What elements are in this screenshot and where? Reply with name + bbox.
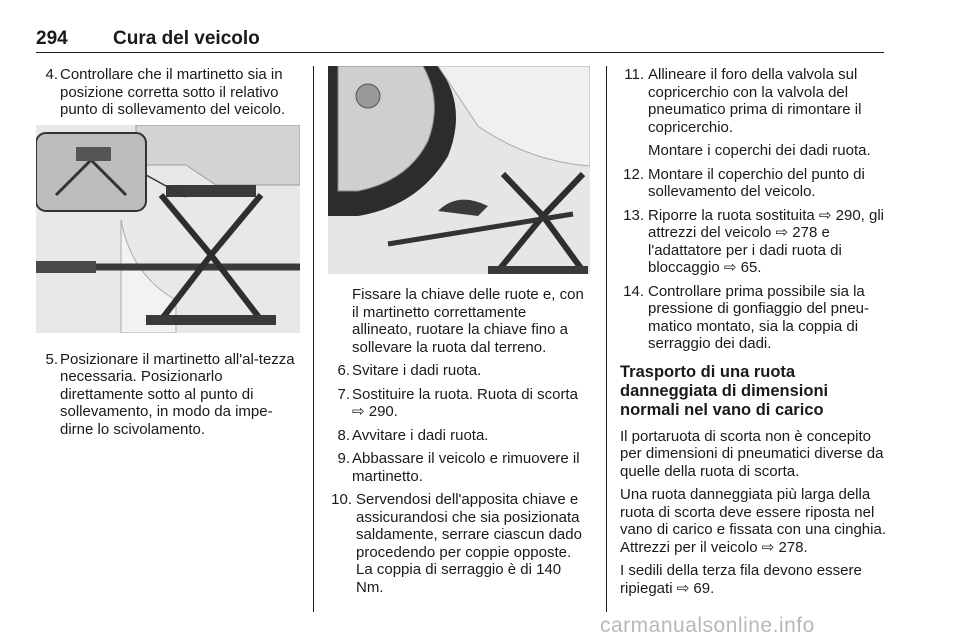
- wheel-lifting-drawing: [328, 66, 590, 274]
- page-header: [36, 28, 884, 53]
- step-9: [328, 450, 590, 485]
- step-10: [328, 491, 590, 596]
- column-right: [620, 66, 886, 603]
- step-text: Svitare i dadi ruota.: [352, 362, 482, 379]
- step-11-note: Montare i coperchi dei dadi ruota.: [648, 142, 871, 159]
- step-text: Controllare prima possibile sia la pressione di gonfiaggio del pneu-matico montato, sia la coppia di serraggio dei dadi.: [648, 282, 869, 352]
- column-middle: [328, 66, 590, 602]
- step-number: 13.: [623, 206, 644, 224]
- step-text: Avvitare i dadi ruota.: [352, 426, 489, 444]
- step-text: Abbassare il veicolo e rimuovere il martinetto.: [352, 450, 580, 485]
- step-4: [36, 66, 300, 119]
- step-12: [620, 166, 886, 201]
- jack-position-drawing: [36, 125, 300, 333]
- wheel-lifting-illustration: [328, 66, 590, 274]
- step-8: [328, 427, 590, 445]
- paragraph-spare-carrier: Il portaruota di scorta non è concepito per dimensioni di pneumatici diverse da quelle della ruota di scorta.: [620, 427, 884, 480]
- step-number: 9.: [337, 450, 350, 467]
- column-divider-2: [606, 66, 607, 612]
- watermark: carmanualsonline.info: [600, 614, 815, 637]
- step-6: [328, 362, 590, 380]
- step-13: [620, 207, 886, 277]
- step-number: 10.: [331, 491, 352, 508]
- step-number: 12.: [623, 165, 644, 183]
- column-divider-1: [313, 66, 314, 612]
- step-number: 8.: [337, 426, 350, 444]
- step-text: Servendosi dell'apposita chiave e assicurandosi che sia posizionata saldamente, serrare ciascun dado procedendo per coppie opposte. La coppia di serraggio è di 140 Nm.: [356, 491, 582, 596]
- step-number: 7.: [337, 385, 350, 403]
- subsection-heading: Trasporto di una ruota danneggiata di dimensioni normali nel vano di carico: [620, 362, 829, 419]
- step-number: 11.: [624, 66, 644, 83]
- step-11: [620, 66, 886, 136]
- page-number: 294: [36, 28, 68, 49]
- step-text: Posizionare il martinetto all'al-tezza necessaria. Posizionarlo direttamente sotto al punto di sollevamento, in modo da impe-dirne lo scivolamento.: [60, 350, 295, 438]
- column-left: [36, 66, 300, 444]
- step-text: Montare il coperchio del punto di sollevamento del veicolo.: [648, 165, 865, 200]
- step-7: [328, 386, 590, 421]
- lift-instruction: Fissare la chiave delle ruote e, con il martinetto correttamente allineato, ruotare la chiave fino a sollevare la ruota dal terreno.: [352, 286, 584, 356]
- section-title: Cura del veicolo: [113, 28, 260, 49]
- step-text: Controllare che il martinetto sia in posizione corretta sotto il relativo punto di sollevamento del veicolo.: [60, 66, 286, 118]
- step-number: 5.: [45, 350, 58, 368]
- step-text: Sostituire la ruota. Ruota di scorta ⇨ 290.: [352, 385, 578, 420]
- step-5: [36, 351, 300, 439]
- step-text: Allineare il foro della valvola sul copricerchio con la valvola del pneumatico prima di rimontare il copricerchio.: [648, 66, 862, 136]
- paragraph-damaged-wheel: Una ruota danneggiata più larga della ruota di scorta deve essere riposta nel vano di carico e fissata con una cinghia. Attrezzi per il veicolo ⇨ 278.: [620, 486, 886, 556]
- step-14: [620, 283, 886, 353]
- step-number: 14.: [623, 282, 644, 300]
- step-number: 4.: [45, 66, 58, 83]
- jack-position-illustration: [36, 125, 300, 333]
- step-number: 6.: [337, 362, 350, 379]
- paragraph-third-row-seats: I sedili della terza fila devono essere ripiegati ⇨ 69.: [620, 562, 862, 597]
- step-text: Riporre la ruota sostituita ⇨ 290, gli attrezzi del veicolo ⇨ 278 e l'adattatore per i dadi ruota di bloccaggio ⇨ 65.: [648, 206, 885, 276]
